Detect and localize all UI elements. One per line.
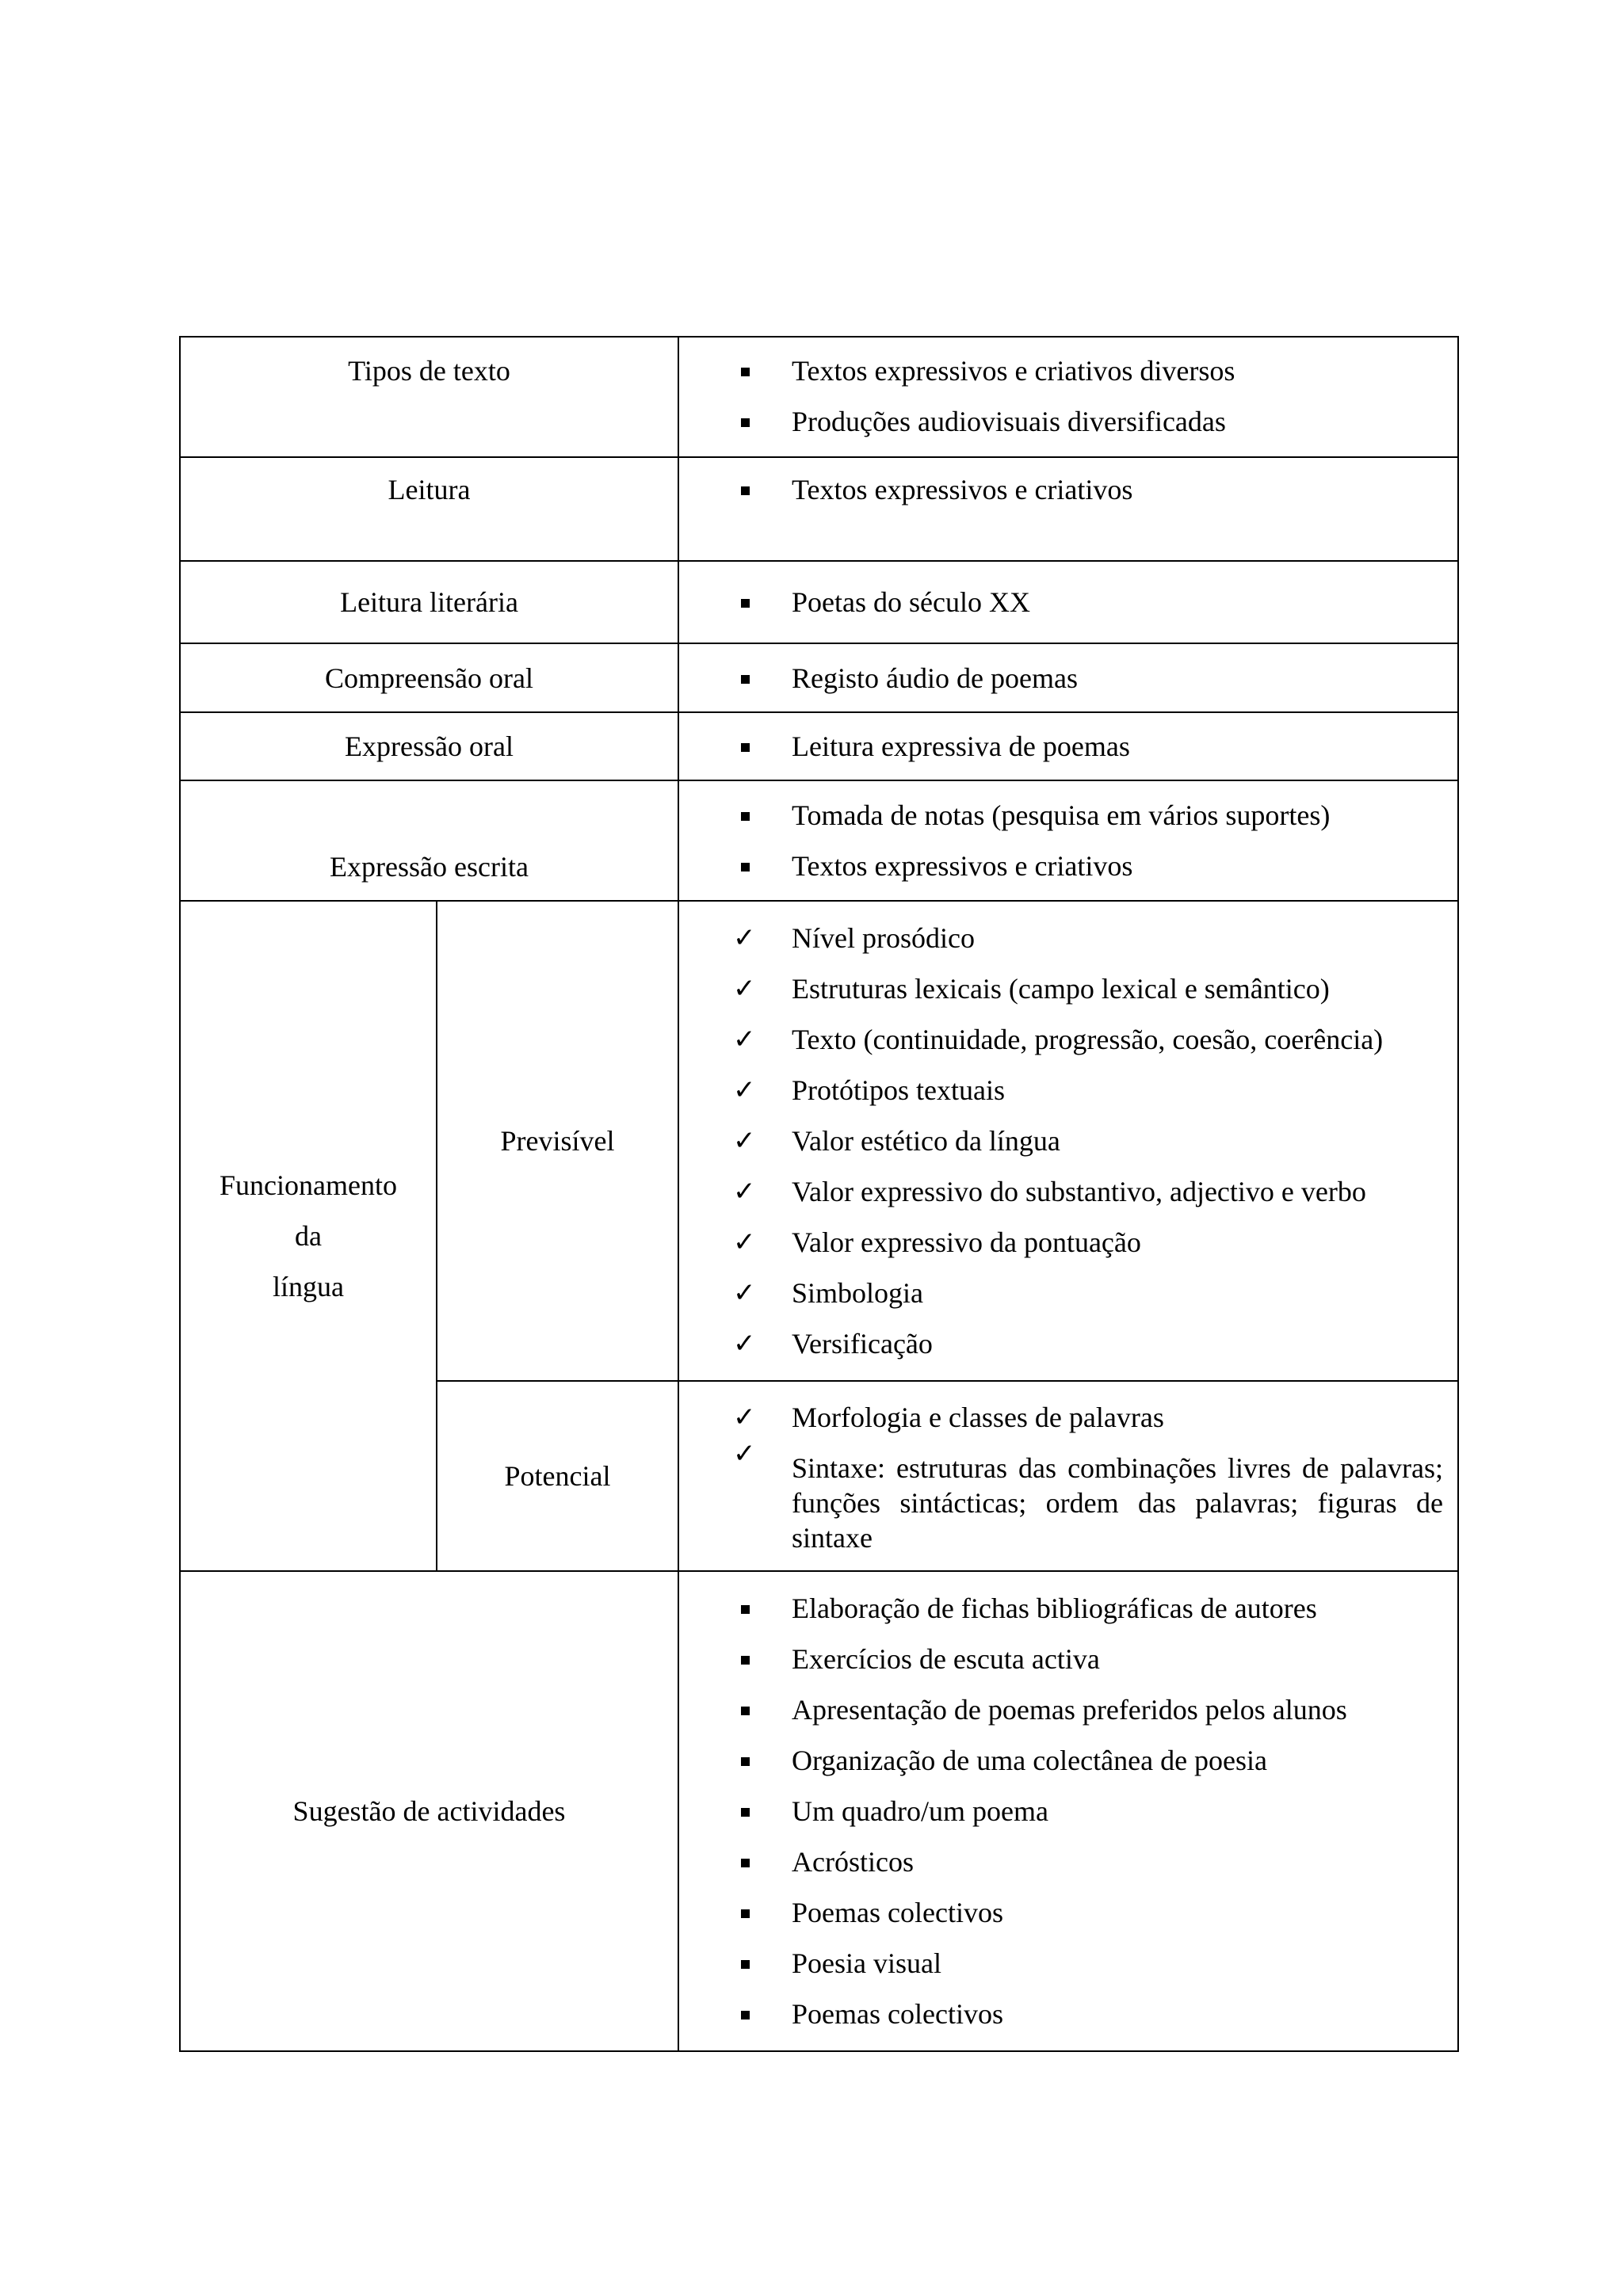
row-compreensao-oral [180,643,1458,712]
curriculum-table [179,336,1459,2052]
label-expressao-oral: Expressão oral [180,712,678,780]
list-item: Acrósticos [731,1836,1443,1887]
row-expressao-oral [180,712,1458,780]
label-previsivel: Previsível [437,901,678,1381]
list-item: ✓ Simbologia [731,1268,1443,1318]
row-funcionamento-previsivel [180,901,1458,1381]
label-tipos-de-texto: Tipos de texto [180,337,678,457]
label-leitura: Leitura [180,457,678,561]
items-leitura [678,457,1458,561]
list-item: ✓ Estruturas lexicais (campo lexical e semântico) [731,963,1443,1014]
label-expressao-escrita: Expressão escrita [180,780,678,901]
list-item: ✓ Texto (continuidade, progressão, coesão, coerência) [731,1014,1443,1065]
list-item: Um quadro/um poema [731,1786,1443,1836]
row-leitura [180,457,1458,561]
items-tipos-de-texto [678,337,1458,457]
list-item: Textos expressivos e criativos [731,464,1443,515]
items-potencial [678,1381,1458,1571]
row-leitura-literaria [180,561,1458,643]
label-leitura-literaria: Leitura literária [180,561,678,643]
row-expressao-escrita [180,780,1458,901]
list-item: Elaboração de fichas bibliográficas de autores [731,1583,1443,1634]
label-potencial: Potencial [437,1381,678,1571]
list-item: Poesia visual [731,1938,1443,1989]
list-item: Organização de uma colectânea de poesia [731,1735,1443,1786]
items-expressao-oral [678,712,1458,780]
list-item: Tomada de notas (pesquisa em vários suportes) [731,790,1443,841]
items-leitura-literaria [678,561,1458,643]
list-item: Apresentação de poemas preferidos pelos alunos [731,1684,1443,1735]
items-compreensao-oral [678,643,1458,712]
list-item: Poemas colectivos [731,1887,1443,1938]
label-funcionamento-da-lingua [180,901,437,1571]
list-item: ✓ Nível prosódico [731,913,1443,963]
items-previsivel [678,901,1458,1381]
row-tipos-de-texto [180,337,1458,457]
list-item: ✓ Valor expressivo da pontuação [731,1217,1443,1268]
list-item: Textos expressivos e criativos [731,841,1443,891]
label-line: Funcionamento [220,1169,397,1201]
list-item: Registo áudio de poemas [731,653,1443,704]
list-item: ✓ Protótipos textuais [731,1065,1443,1116]
label-compreensao-oral: Compreensão oral [180,643,678,712]
list-item: ✓ Sintaxe: estruturas das combinações livres de palavras; funções sintácticas; ordem das palavras; figuras de sintaxe [731,1443,1443,1560]
list-item: Exercícios de escuta activa [731,1634,1443,1684]
list-item: Poemas colectivos [731,1989,1443,2039]
label-sugestao-de-actividades: Sugestão de actividades [180,1571,678,2051]
list-item: ✓ Versificação [731,1318,1443,1369]
list-item: ✓ Valor estético da língua [731,1116,1443,1166]
list-item: ✓ Valor expressivo do substantivo, adjectivo e verbo [731,1166,1443,1217]
row-sugestao-de-actividades [180,1571,1458,2051]
list-item: Produções audiovisuais diversificadas [731,396,1443,447]
list-item: Poetas do século XX [731,577,1443,627]
label-line: da [295,1220,322,1252]
list-item: Textos expressivos e criativos diversos [731,345,1443,396]
label-line: língua [273,1271,344,1302]
items-sugestao [678,1571,1458,2051]
items-expressao-escrita [678,780,1458,901]
list-item: ✓ Morfologia e classes de palavras [731,1392,1443,1443]
list-item: Leitura expressiva de poemas [731,721,1443,772]
